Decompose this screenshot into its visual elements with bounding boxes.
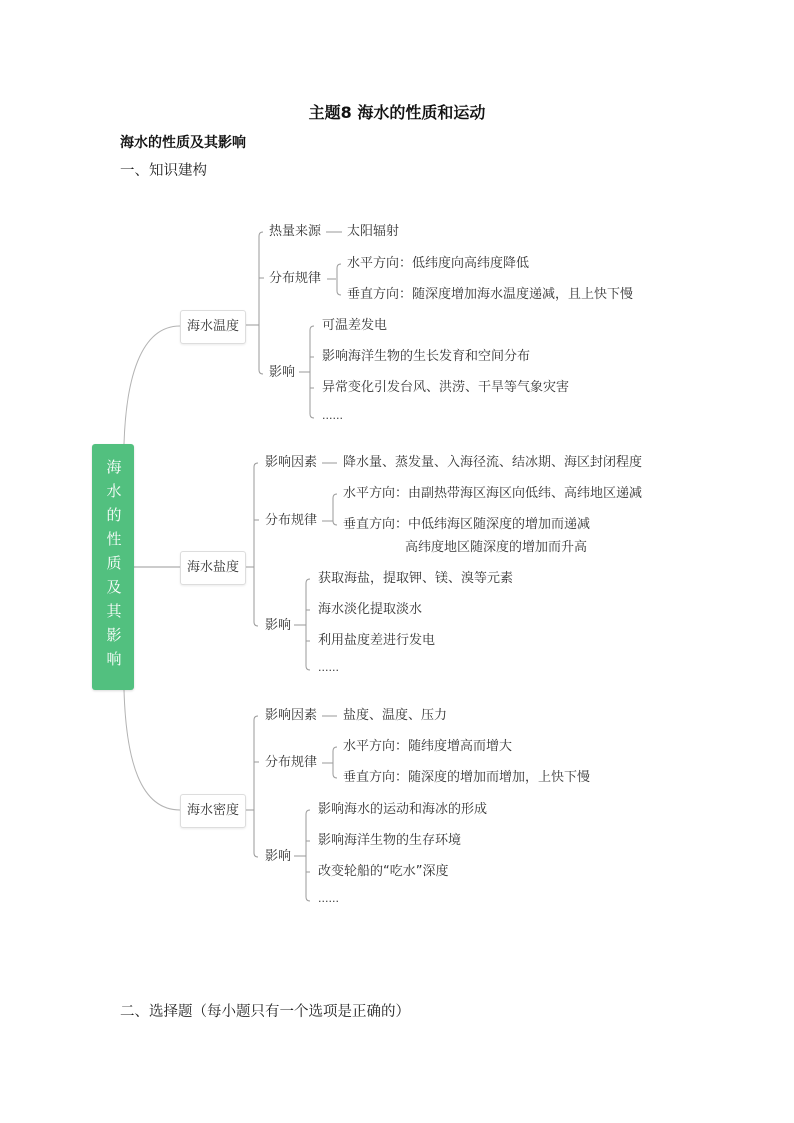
temp-impact-item: 可温差发电 xyxy=(322,318,388,333)
sal-dist-vertical-cont: 高纬度地区随深度的增加而升高 xyxy=(405,540,588,555)
part-heading-knowledge: 一、知识建构 xyxy=(120,163,207,179)
temp-impact-item: 异常变化引发台风、洪涝、干旱等气象灾害 xyxy=(322,380,570,395)
topic-node-density: 海水密度 xyxy=(180,794,246,828)
sal-impact-item: 利用盐度差进行发电 xyxy=(318,633,436,648)
temp-source-label: 热量来源 xyxy=(269,224,322,239)
temp-impact-item: ...... xyxy=(322,409,343,422)
temp-source-value: 太阳辐射 xyxy=(347,224,400,239)
temp-impact-label: 影响 xyxy=(269,365,296,380)
topic-node-temperature: 海水温度 xyxy=(180,310,246,344)
sal-impact-label: 影响 xyxy=(265,618,292,633)
den-dist-vertical: 垂直方向：随深度的增加而增加，上快下慢 xyxy=(343,770,591,785)
sal-factor-label: 影响因素 xyxy=(265,455,318,470)
den-impact-item: ...... xyxy=(318,892,339,905)
den-factor-label: 影响因素 xyxy=(265,708,318,723)
den-impact-item: 影响海水的运动和海冰的形成 xyxy=(318,802,488,817)
temp-dist-label: 分布规律 xyxy=(269,271,322,286)
topic-node-salinity: 海水盐度 xyxy=(180,551,246,585)
sal-impact-item: ...... xyxy=(318,661,339,674)
den-dist-label: 分布规律 xyxy=(265,755,318,770)
sal-dist-horizontal: 水平方向：由副热带海区海区向低纬、高纬地区递减 xyxy=(343,486,643,501)
sal-factor-value: 降水量、蒸发量、入海径流、结冰期、海区封闭程度 xyxy=(343,455,643,470)
den-factor-value: 盐度、温度、压力 xyxy=(343,708,448,723)
part-heading-questions: 二、选择题（每小题只有一个选项是正确的） xyxy=(120,1004,410,1020)
sal-dist-label: 分布规律 xyxy=(265,513,318,528)
section-title: 海水的性质及其影响 xyxy=(120,135,246,151)
temp-dist-vertical: 垂直方向：随深度增加海水温度递减，且上快下慢 xyxy=(347,287,634,302)
den-impact-label: 影响 xyxy=(265,849,292,864)
root-label: 海水的性质及其影响 xyxy=(104,459,123,675)
document-title: 主题8 海水的性质和运动 xyxy=(308,103,486,122)
sal-dist-vertical: 垂直方向：中低纬海区随深度的增加而递减 xyxy=(343,517,591,532)
den-impact-item: 影响海洋生物的生存环境 xyxy=(318,833,462,848)
temp-dist-horizontal: 水平方向：低纬度向高纬度降低 xyxy=(347,256,530,271)
sal-impact-item: 海水淡化提取淡水 xyxy=(318,602,423,617)
temp-impact-item: 影响海洋生物的生长发育和空间分布 xyxy=(322,349,531,364)
den-dist-horizontal: 水平方向：随纬度增高而增大 xyxy=(343,739,513,754)
root-node xyxy=(92,444,134,690)
sal-impact-item: 获取海盐，提取钾、镁、溴等元素 xyxy=(318,571,514,586)
den-impact-item: 改变轮船的“吃水”深度 xyxy=(318,864,449,879)
